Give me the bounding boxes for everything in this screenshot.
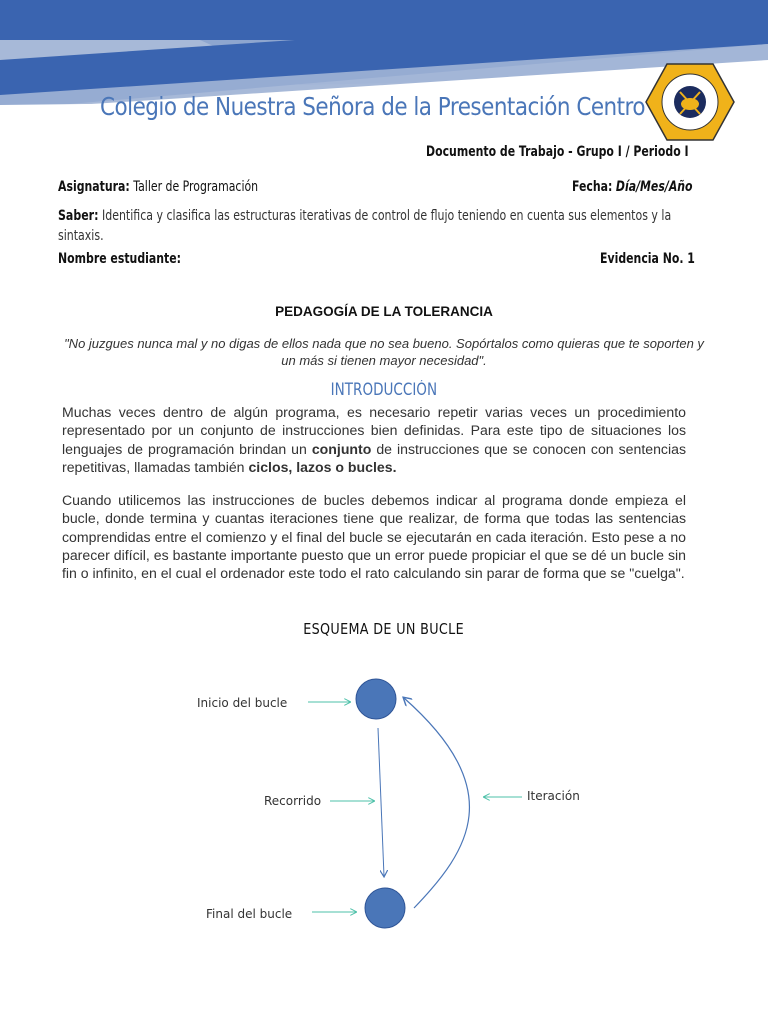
asignatura-row	[58, 179, 258, 195]
asignatura-label: Asignatura:	[58, 179, 130, 195]
fecha-value: Día/Mes/Año	[615, 179, 693, 195]
saber-label: Saber:	[58, 208, 99, 224]
iteration-label: Iteración	[527, 789, 580, 803]
path-label: Recorrido	[264, 794, 322, 808]
intro-p1-bold-ciclos: ciclos, lazos o bucles.	[248, 458, 397, 475]
saber-value: Identifica y clasifica las estructuras iterativas de control de flujo teniendo en cuenta sus elementos y la sintaxis.	[58, 208, 672, 244]
fecha-row	[572, 179, 693, 195]
student-name-label: Nombre estudiante:	[58, 251, 182, 267]
school-name: Colegio de Nuestra Señora de la Presentación Centro	[100, 92, 646, 121]
pedagogy-quote: "No juzgues nunca mal y no digas de ellos nada que no sea bueno. Sopórtalos como quieras que te soporten y un más si tienen mayor necesidad".	[64, 336, 704, 368]
intro-title-text: INTRODUCCIÓN	[330, 380, 438, 399]
end-node	[365, 888, 405, 928]
intro-paragraph-1	[62, 403, 686, 476]
start-node	[356, 679, 396, 719]
evidence-label: Evidencia No. 1	[600, 251, 695, 267]
iteration-curve	[404, 698, 469, 908]
fecha-label: Fecha:	[572, 179, 613, 195]
intro-paragraph-2: Cuando utilicemos las instrucciones de bucles debemos indicar al programa donde empieza el bucle, donde termina y cuantas iteraciones tiene que realizar, de forma que todas las sentencias comprendidas entre el comienzo y el final del bucle se ejecutarán en cada iteración. Esto pese a no parecer difícil, es bastante importante puesto que un error puede propiciar el que se dé un bucle sin fin o infinito, en el cual el ordenador este todo el rato calculando sin parar de forma que se "cuelga".	[62, 492, 686, 582]
diagram-title	[0, 620, 768, 638]
document-line: Documento de Trabajo - Grupo I / Periodo I	[426, 144, 689, 160]
pedagogy-title: PEDAGOGÍA DE LA TOLERANCIA	[275, 304, 493, 319]
diagram-title-text: ESQUEMA DE UN BUCLE	[303, 620, 465, 638]
path-line	[378, 728, 384, 876]
intro-p1-text-a: Muchas veces dentro de algún programa, es necesario repetir varias veces un procedimiento representado por un conjunto de instrucciones bien definidas. Para este tipo de situaciones los lenguajes de programación brindan un	[62, 404, 686, 457]
saber-row	[58, 206, 698, 246]
school-logo	[644, 62, 736, 142]
asignatura-value: Taller de Programación	[133, 179, 259, 195]
intro-p1-bold-conjunto: conjunto	[311, 440, 372, 457]
intro-title	[0, 380, 768, 399]
intro-p1-text-b: de instrucciones que se conocen con sentencias repetitivas, llamadas también	[62, 440, 686, 475]
start-label: Inicio del bucle	[197, 696, 288, 710]
loop-diagram	[0, 650, 768, 950]
end-label: Final del bucle	[206, 907, 293, 921]
